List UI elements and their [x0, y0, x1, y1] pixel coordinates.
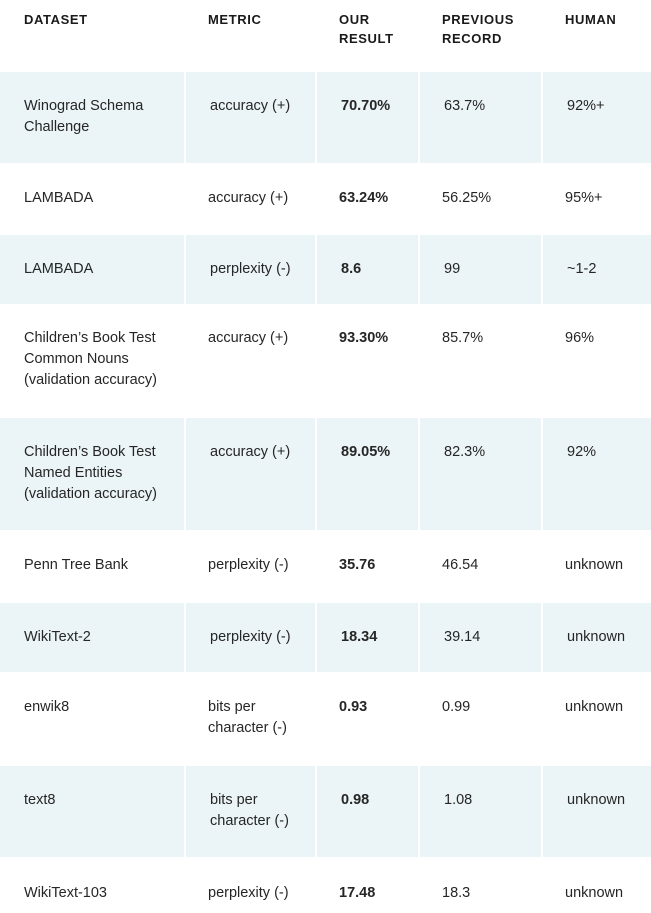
- cell-previous-record: 0.99: [442, 699, 471, 715]
- header-metric: METRIC: [208, 12, 262, 27]
- cell-previous-record: 39.14: [418, 603, 541, 672]
- cell-metric: accuracy (+): [208, 330, 289, 346]
- cell-dataset: WikiText-103: [24, 885, 107, 901]
- cell-human: unknown: [541, 766, 651, 857]
- cell-previous-record: 82.3%: [418, 418, 541, 530]
- table-row: [0, 235, 651, 304]
- cell-our-result: 17.48: [339, 885, 376, 901]
- cell-previous-record: 85.7%: [442, 330, 484, 346]
- cell-metric: perplexity (-): [208, 557, 289, 573]
- table-row: [0, 304, 651, 418]
- table-row: [0, 603, 651, 672]
- cell-metric: bits per character (-): [208, 699, 287, 736]
- table-row: [0, 857, 651, 913]
- cell-our-result: 70.70%: [315, 72, 418, 163]
- cell-metric: perplexity (-): [184, 235, 315, 304]
- cell-previous-record: 46.54: [442, 557, 479, 573]
- cell-previous-record: 18.3: [442, 885, 471, 901]
- cell-our-result: 93.30%: [339, 330, 389, 346]
- cell-our-result: 89.05%: [315, 418, 418, 530]
- cell-human: 95%+: [565, 190, 603, 206]
- cell-human: 92%: [541, 418, 651, 530]
- header-previous-record: [418, 0, 541, 72]
- table-row: [0, 766, 651, 857]
- table-row: [0, 418, 651, 530]
- cell-dataset: text8: [0, 766, 184, 857]
- cell-metric: perplexity (-): [208, 885, 289, 901]
- cell-our-result: 63.24%: [339, 190, 389, 206]
- cell-dataset: LAMBADA: [24, 190, 94, 206]
- cell-human: unknown: [565, 885, 624, 901]
- header-previous-record-line2: RECORD: [442, 31, 502, 46]
- header-human: HUMAN: [565, 12, 617, 27]
- header-our-result: [315, 0, 418, 72]
- cell-metric: accuracy (+): [184, 72, 315, 163]
- cell-human: unknown: [541, 603, 651, 672]
- cell-metric: perplexity (-): [184, 603, 315, 672]
- cell-dataset: Children’s Book Test Common Nouns (validation accuracy): [24, 330, 157, 388]
- cell-metric: bits per character (-): [184, 766, 315, 857]
- cell-dataset: Winograd Schema Challenge: [0, 72, 184, 163]
- cell-dataset: enwik8: [24, 699, 70, 715]
- cell-our-result: 8.6: [315, 235, 418, 304]
- table-row: [0, 530, 651, 603]
- cell-human: 96%: [565, 330, 595, 346]
- cell-our-result: 0.98: [315, 766, 418, 857]
- cell-previous-record: 63.7%: [418, 72, 541, 163]
- header-dataset: DATASET: [24, 12, 88, 27]
- cell-human: ~1-2: [541, 235, 651, 304]
- cell-human: unknown: [565, 699, 624, 715]
- cell-human: unknown: [565, 557, 624, 573]
- cell-previous-record: 99: [418, 235, 541, 304]
- cell-human: 92%+: [541, 72, 651, 163]
- cell-dataset: WikiText-2: [0, 603, 184, 672]
- cell-dataset: LAMBADA: [0, 235, 184, 304]
- cell-our-result: 35.76: [339, 557, 376, 573]
- cell-dataset: Children’s Book Test Named Entities (validation accuracy): [0, 418, 184, 530]
- cell-dataset: Penn Tree Bank: [24, 557, 128, 573]
- cell-previous-record: 1.08: [418, 766, 541, 857]
- table-row: [0, 672, 651, 766]
- table-row: [0, 72, 651, 163]
- header-previous-record-line1: PREVIOUS: [442, 12, 514, 27]
- header-our-result-line1: OUR: [339, 12, 370, 27]
- cell-our-result: 18.34: [315, 603, 418, 672]
- table-header: [0, 0, 651, 72]
- table-row: [0, 163, 651, 235]
- cell-previous-record: 56.25%: [442, 190, 492, 206]
- header-our-result-line2: RESULT: [339, 31, 394, 46]
- cell-our-result: 0.93: [339, 699, 368, 715]
- cell-metric: accuracy (+): [208, 190, 289, 206]
- cell-metric: accuracy (+): [184, 418, 315, 530]
